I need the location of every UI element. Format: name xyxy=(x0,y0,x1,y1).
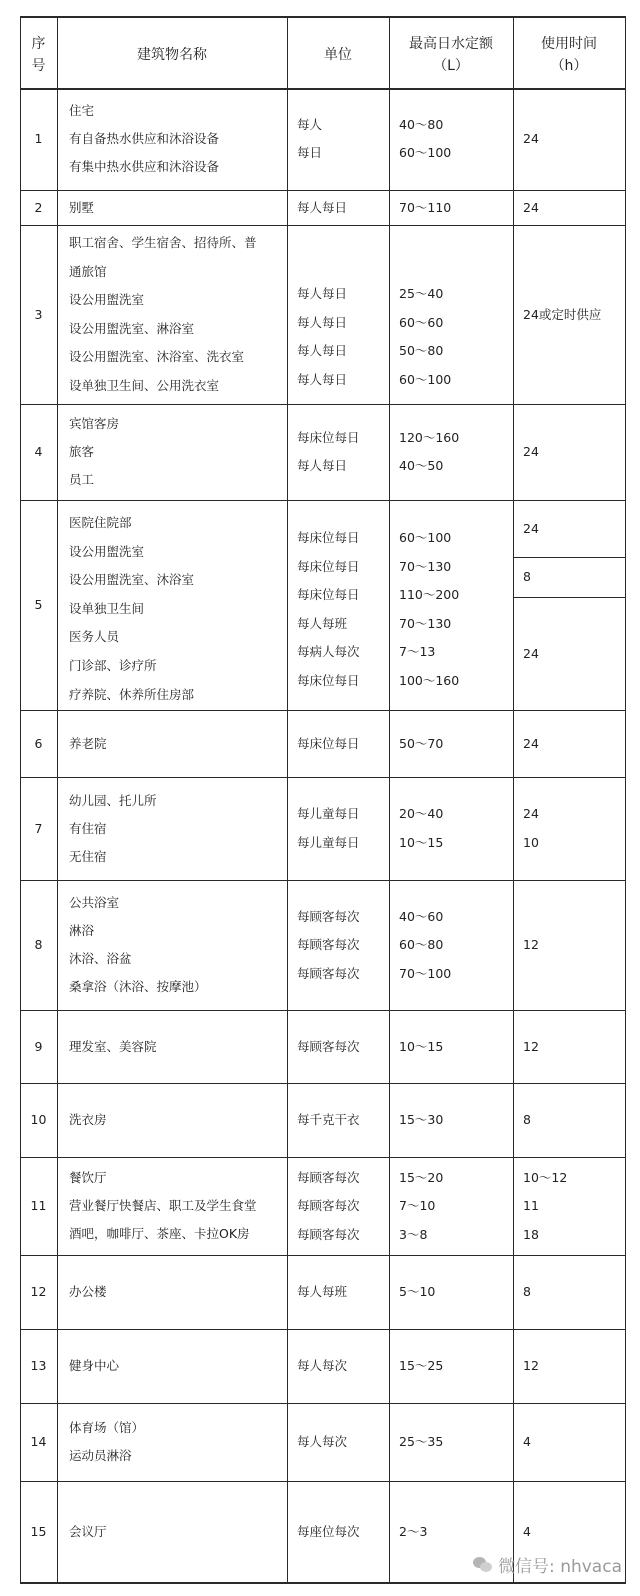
row-3-name: 设单独卫生间、公用洗衣室 xyxy=(69,377,220,393)
row-6-unit: 每床位每日 xyxy=(297,735,360,751)
row-1-name: 住宅 xyxy=(69,103,95,118)
row-7-seq: 7 xyxy=(34,820,43,836)
row-1-time: 24 xyxy=(523,131,539,146)
row-11-time: 11 xyxy=(523,1198,539,1213)
row-8-unit: 每顾客每次 xyxy=(297,965,360,981)
row-1-name: 有自备热水供应和沐浴设备 xyxy=(69,131,220,146)
row-14-quota: 25～35 xyxy=(399,1434,444,1449)
row-4-seq: 4 xyxy=(34,444,43,459)
row-7-quota: 20～40 xyxy=(399,806,444,822)
row-7-unit: 每儿童每日 xyxy=(297,806,360,822)
row-5-seq: 5 xyxy=(34,597,43,612)
row-border xyxy=(20,88,626,90)
row-14-time: 4 xyxy=(523,1434,531,1449)
row-8-name: 桑拿浴（沐浴、按摩池） xyxy=(69,979,207,994)
row-1-seq: 1 xyxy=(34,131,43,146)
row-8-unit: 每顾客每次 xyxy=(297,908,360,924)
row-2-unit: 每人每日 xyxy=(297,199,348,215)
row-8-name: 公共浴室 xyxy=(69,895,120,910)
column-border xyxy=(389,16,390,1583)
row-15-name: 会议厅 xyxy=(69,1523,107,1539)
row-7-quota: 10～15 xyxy=(399,834,444,850)
row-8-time: 12 xyxy=(523,937,539,952)
row-3-unit: 每人每日 xyxy=(297,343,348,358)
row-3-seq: 3 xyxy=(34,306,43,322)
row-5-name: 疗养院、休养所住房部 xyxy=(69,686,195,702)
row-border xyxy=(20,1010,626,1011)
row-3-unit: 每人每日 xyxy=(297,371,348,387)
row-4-name: 旅客 xyxy=(69,444,95,459)
row-9-quota: 10～15 xyxy=(399,1038,444,1054)
row-3-name: 设公用盥洗室 xyxy=(69,292,145,308)
column-border xyxy=(287,16,288,1583)
row-11-unit: 每顾客每次 xyxy=(297,1169,360,1185)
column-border xyxy=(625,16,626,1583)
row-5-unit: 每床位每日 xyxy=(297,587,360,602)
row-10-seq: 10 xyxy=(30,1112,47,1127)
row-15-seq: 15 xyxy=(30,1523,47,1539)
header-water-quota: 最高日水定额 （L） xyxy=(409,36,493,74)
row-7-name: 有住宿 xyxy=(69,820,107,836)
row-15-time: 4 xyxy=(523,1523,531,1539)
row-14-name: 体育场（馆） xyxy=(69,1420,145,1435)
table-top-border xyxy=(20,16,626,18)
row-5-name: 医务人员 xyxy=(69,629,120,645)
time-cell-border xyxy=(513,597,626,598)
row-border xyxy=(20,1403,626,1404)
row-3-name: 设公用盥洗室、沐浴室、洗衣室 xyxy=(69,349,245,365)
row-5-quota: 100～160 xyxy=(399,672,460,688)
row-11-name: 餐饮厅 xyxy=(69,1170,107,1185)
row-14-seq: 14 xyxy=(30,1434,47,1449)
row-14-name: 运动员淋浴 xyxy=(69,1448,132,1463)
time-cell-border xyxy=(513,557,626,558)
column-border xyxy=(20,16,21,1583)
row-7-time: 10 xyxy=(523,834,539,850)
row-8-seq: 8 xyxy=(34,937,43,952)
row-1-unit: 每日 xyxy=(297,145,323,161)
row-5-quota: 70～130 xyxy=(399,558,452,574)
row-8-quota: 70～100 xyxy=(399,965,452,981)
row-8-quota: 60～80 xyxy=(399,937,444,952)
row-5-name: 设公用盥洗室 xyxy=(69,543,145,559)
row-5-unit: 每床位每日 xyxy=(297,530,360,545)
row-2-name: 别墅 xyxy=(69,199,95,215)
row-3-name: 通旅馆 xyxy=(69,263,107,279)
row-2-time: 24 xyxy=(523,199,539,215)
watermark-text: 微信号: nhvaca xyxy=(498,1557,622,1577)
row-4-quota: 120～160 xyxy=(399,429,460,445)
row-15-quota: 2～3 xyxy=(399,1523,428,1539)
row-border xyxy=(20,190,626,191)
row-9-name: 理发室、美容院 xyxy=(69,1038,157,1054)
column-border xyxy=(57,16,58,1583)
row-3-name: 设公用盥洗室、淋浴室 xyxy=(69,320,195,336)
row-11-unit: 每顾客每次 xyxy=(297,1198,360,1213)
row-4-name: 宾馆客房 xyxy=(69,416,120,431)
row-13-quota: 15～25 xyxy=(399,1358,444,1373)
row-11-quota: 15～20 xyxy=(399,1169,444,1185)
row-border xyxy=(20,880,626,881)
row-7-time: 24 xyxy=(523,806,539,822)
row-5-time: 24 xyxy=(523,520,539,536)
row-border xyxy=(20,1255,626,1256)
row-8-unit: 每顾客每次 xyxy=(297,937,360,952)
row-1-quota: 60～100 xyxy=(399,145,452,161)
row-6-seq: 6 xyxy=(34,735,43,751)
row-8-quota: 40～60 xyxy=(399,908,444,924)
row-5-time: 24 xyxy=(523,645,539,661)
row-4-quota: 40～50 xyxy=(399,458,444,474)
row-5-name: 门诊部、诊疗所 xyxy=(69,658,157,673)
row-13-time: 12 xyxy=(523,1358,539,1373)
row-5-quota: 70～130 xyxy=(399,615,452,631)
row-4-unit: 每床位每日 xyxy=(297,429,360,445)
row-7-name: 幼儿园、托儿所 xyxy=(69,792,157,808)
row-border xyxy=(20,225,626,226)
row-10-name: 洗衣房 xyxy=(69,1112,107,1127)
row-11-unit: 每顾客每次 xyxy=(297,1226,360,1242)
row-9-unit: 每顾客每次 xyxy=(297,1038,360,1054)
header-usage-time: 使用时间 （h） xyxy=(541,36,597,74)
row-5-name: 设单独卫生间 xyxy=(69,600,145,616)
row-10-quota: 15～30 xyxy=(399,1112,444,1127)
row-11-time: 10～12 xyxy=(523,1169,568,1185)
row-14-unit: 每人每次 xyxy=(297,1434,348,1449)
row-11-time: 18 xyxy=(523,1226,539,1242)
row-6-quota: 50～70 xyxy=(399,735,444,751)
row-5-unit: 每病人每次 xyxy=(297,644,360,659)
row-3-time: 24或定时供应 xyxy=(523,306,602,322)
row-3-quota: 60～60 xyxy=(399,314,444,330)
row-border xyxy=(20,1481,626,1482)
watermark xyxy=(473,1552,622,1577)
row-5-name: 医院住院部 xyxy=(69,515,132,530)
row-4-name: 员工 xyxy=(69,472,95,487)
row-border xyxy=(20,500,626,501)
row-1-name: 有集中热水供应和沐浴设备 xyxy=(69,159,220,174)
row-10-time: 8 xyxy=(523,1112,531,1127)
header-unit: 单位 xyxy=(324,47,352,63)
row-3-quota: 25～40 xyxy=(399,286,444,301)
row-7-unit: 每儿童每日 xyxy=(297,834,360,850)
row-8-name: 沐浴、浴盆 xyxy=(69,951,132,966)
row-4-time: 24 xyxy=(523,444,539,459)
row-10-unit: 每千克干衣 xyxy=(297,1112,360,1127)
row-7-name: 无住宿 xyxy=(69,848,107,864)
row-5-unit: 每床位每日 xyxy=(297,672,360,688)
table-bottom-border xyxy=(20,1582,626,1584)
row-9-seq: 9 xyxy=(34,1038,43,1054)
row-3-quota: 60～100 xyxy=(399,371,452,387)
row-12-seq: 12 xyxy=(30,1284,47,1299)
row-11-quota: 3～8 xyxy=(399,1226,428,1242)
row-border xyxy=(20,1329,626,1330)
row-border xyxy=(20,1157,626,1158)
column-border xyxy=(513,16,514,1583)
row-border xyxy=(20,1083,626,1084)
row-13-unit: 每人每次 xyxy=(297,1358,348,1373)
row-12-time: 8 xyxy=(523,1284,531,1299)
row-12-name: 办公楼 xyxy=(69,1284,107,1299)
row-13-name: 健身中心 xyxy=(69,1358,120,1373)
row-1-quota: 40～80 xyxy=(399,116,444,132)
row-11-seq: 11 xyxy=(30,1198,47,1213)
row-9-time: 12 xyxy=(523,1038,539,1054)
row-3-quota: 50～80 xyxy=(399,343,444,358)
row-11-quota: 7～10 xyxy=(399,1198,436,1213)
row-border xyxy=(20,777,626,778)
header-seq: 序 号 xyxy=(31,36,46,74)
wechat-icon xyxy=(473,1557,493,1573)
row-12-quota: 5～10 xyxy=(399,1284,436,1299)
row-5-unit: 每人每班 xyxy=(297,615,348,631)
row-border xyxy=(20,710,626,711)
row-15-unit: 每座位每次 xyxy=(297,1523,360,1539)
row-5-name: 设公用盥洗室、沐浴室 xyxy=(69,572,195,588)
row-12-unit: 每人每班 xyxy=(297,1284,348,1299)
row-5-quota: 110～200 xyxy=(399,587,460,602)
row-11-name: 营业餐厅快餐店、职工及学生食堂 xyxy=(69,1198,257,1213)
row-5-quota: 7～13 xyxy=(399,644,436,659)
row-3-unit: 每人每日 xyxy=(297,314,348,330)
row-5-quota: 60～100 xyxy=(399,530,452,545)
row-5-unit: 每床位每日 xyxy=(297,558,360,574)
row-border xyxy=(20,404,626,405)
row-4-unit: 每人每日 xyxy=(297,458,348,474)
row-2-quota: 70～110 xyxy=(399,199,452,215)
row-13-seq: 13 xyxy=(30,1358,47,1373)
row-5-time: 8 xyxy=(523,569,531,584)
row-11-name: 酒吧，咖啡厅、茶座、卡拉OK房 xyxy=(69,1226,250,1241)
row-8-name: 淋浴 xyxy=(69,923,95,938)
row-6-name: 养老院 xyxy=(69,735,107,751)
row-3-name: 职工宿舍、学生宿舍、招待所、普 xyxy=(69,235,257,251)
row-3-unit: 每人每日 xyxy=(297,286,348,301)
row-2-seq: 2 xyxy=(34,199,43,215)
header-building-name: 建筑物名称 xyxy=(137,47,207,63)
row-6-time: 24 xyxy=(523,735,539,751)
row-1-unit: 每人 xyxy=(297,116,323,132)
